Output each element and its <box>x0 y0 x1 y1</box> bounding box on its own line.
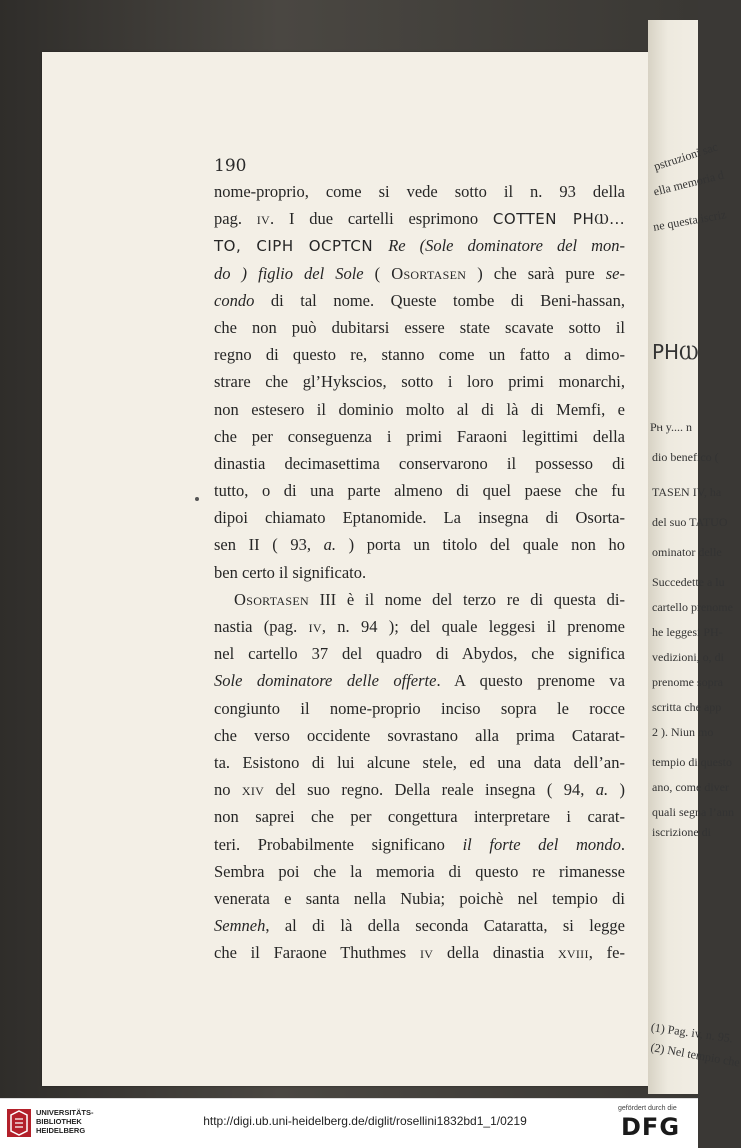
text-run: teri. Probabilmente significano <box>214 834 463 854</box>
text-run: , fe- <box>588 943 625 963</box>
text-run: nastia (pag. <box>214 617 309 636</box>
text-run: che per conseguenza i primi Faraoni legittimi della <box>214 426 625 446</box>
adjacent-page-text: iscrizione di <box>652 825 711 839</box>
institution-name <box>36 1108 94 1135</box>
text-line <box>214 695 625 722</box>
text-line <box>214 504 625 531</box>
adjacent-page-text: scritta che app <box>652 700 722 714</box>
viewer-footer <box>0 1098 698 1148</box>
text-line <box>214 423 625 450</box>
text-run: nome-proprio, come si vede sotto il n. 93 della <box>214 182 625 201</box>
text-run: che verso occidente sovrastano alla prima Catarat- <box>214 725 625 745</box>
text-line <box>214 912 625 939</box>
text-line <box>214 831 625 858</box>
adjacent-page-text: TASEN IV, ha <box>652 485 722 499</box>
adjacent-page-text: ominator delle <box>652 545 722 559</box>
text-line <box>214 368 625 395</box>
text-run: il forte del mondo <box>462 834 621 854</box>
text-run: TO, CIPH OCPTCN <box>214 237 389 256</box>
dfg-logo: DFG <box>621 1113 681 1141</box>
text-run: non estesero il dominio molto al di là di Memfi, e <box>214 399 625 419</box>
text-run: ( <box>363 263 392 283</box>
text-run: Re (Sole dominatore del mon- <box>388 236 626 256</box>
text-run: ) <box>608 780 626 800</box>
text-run: dipoi chiamato Eptanomide. La insegna di Osorta- <box>214 508 625 528</box>
text-run: , n. 94 ); del quale leggesi il prenome <box>321 617 625 636</box>
text-run: ) che sarà pure <box>466 263 606 283</box>
institution-line: UNIVERSITÄTS- <box>36 1108 94 1117</box>
text-run: se- <box>605 263 625 283</box>
text-run: do ) figlio del Sole <box>214 263 364 283</box>
adjacent-page-text: ella memoria d <box>652 167 726 199</box>
text-run: no <box>214 780 242 800</box>
adjacent-page-text: quali segna l’ann <box>652 805 734 819</box>
text-line <box>214 396 625 423</box>
adjacent-page-text: cartello prenome <box>652 600 733 614</box>
text-run: strare che gl’Hykscios, sotto i loro primi monarchi, <box>214 372 625 392</box>
text-run: iv <box>419 943 434 963</box>
adjacent-page-text: pstruzioni sac <box>652 139 720 174</box>
adjacent-page-text: del suo TATUO <box>652 515 728 529</box>
institution-line: HEIDELBERG <box>36 1126 86 1135</box>
text-run: tutto, o di una parte almeno di quel paese che fu <box>214 481 625 501</box>
adjacent-page-text: he leggesi PH- <box>652 625 723 639</box>
page-number: 190 <box>214 156 247 176</box>
adjacent-page-text: ano, come diver <box>652 780 729 794</box>
text-line <box>214 477 625 504</box>
institution-line: BIBLIOTHEK <box>36 1117 82 1126</box>
text-run: della dinastia <box>433 943 558 963</box>
text-line <box>214 178 625 205</box>
text-run: non saprei che per congettura interpretare i carat- <box>214 807 625 827</box>
text-line <box>214 858 625 885</box>
text-run: venerata e santa nella Nubia; poichè nel tempio di <box>214 888 625 908</box>
text-run: che non può dubitarsi essere state scavate sotto il <box>214 317 625 337</box>
text-run: Osortasen <box>234 589 309 609</box>
margin-dot <box>195 497 199 501</box>
text-run: condo <box>214 290 255 310</box>
text-run: nel cartello 37 del quadro di Abydos, che significa <box>214 644 625 664</box>
text-line <box>214 341 625 368</box>
text-run: . <box>620 834 625 854</box>
text-run: che il Faraone Thuthmes <box>214 943 420 963</box>
text-run: xviii <box>557 943 589 963</box>
text-run: del suo regno. Della reale insegna ( 94, <box>264 780 596 800</box>
text-run: regno di questo re, stanno come un fatto a dimo- <box>214 345 625 365</box>
funded-by-label: gefördert durch die <box>618 1105 677 1112</box>
text-line <box>214 640 625 667</box>
text-run: a. <box>323 535 337 555</box>
text-run: III è il nome del terzo re di questa di- <box>308 589 625 609</box>
text-run: . A questo prenome va <box>436 671 625 691</box>
text-line <box>214 885 625 912</box>
text-line <box>214 749 625 776</box>
adjacent-page-text: ne questa iscriz <box>652 207 728 234</box>
text-line <box>214 722 625 749</box>
text-run: Sole dominatore delle offerte <box>214 671 437 691</box>
text-run: di tal nome. Queste tombe di Beni-hassan, <box>254 290 625 310</box>
adjacent-page-text: (2) Nel tempio che <box>649 1040 741 1070</box>
text-run: ta. Esistono di lui alcune stele, ed una data dell’an- <box>214 752 625 772</box>
text-run: . I due cartelli esprimono <box>270 209 493 229</box>
text-run: ) porta un titolo del quale non ho <box>336 535 625 555</box>
text-run: , al di là della seconda Cataratta, si legge <box>265 916 625 936</box>
text-line <box>214 559 625 586</box>
body-text <box>214 178 625 966</box>
adjacent-page-text: 2 ). Niun mo <box>652 725 714 739</box>
text-run: Semneh <box>214 916 266 936</box>
adjacent-page-text: Succedette a lu <box>652 575 725 589</box>
text-line <box>214 314 625 341</box>
text-run: xiv <box>241 780 265 800</box>
text-line <box>214 586 625 613</box>
adjacent-page-text: Pⲏ y.... n <box>650 420 693 434</box>
adjacent-page-edge <box>648 20 741 1094</box>
adjacent-page-text: PHⲰ <box>652 340 699 364</box>
text-line <box>214 613 625 640</box>
text-line <box>214 939 625 966</box>
text-line <box>214 232 625 259</box>
adjacent-page-text: prenome sopra <box>652 675 723 689</box>
text-run: congiunto il nome-proprio inciso sopra le rocce <box>214 698 625 718</box>
adjacent-page-text: vedizioni, o, di <box>652 650 724 664</box>
adjacent-page-text: tempio di questo <box>652 755 732 769</box>
text-run: sen II ( 93, <box>214 535 324 555</box>
university-seal-icon <box>6 1107 32 1139</box>
text-run: a. <box>595 780 609 800</box>
book-page <box>42 52 648 1086</box>
text-line <box>214 260 625 287</box>
adjacent-page-text: dio benefico ( <box>652 450 719 464</box>
text-run: ben certo il significato. <box>214 562 367 582</box>
text-run: COTTEN PHⲰ... <box>492 210 625 229</box>
text-line <box>214 287 625 314</box>
text-line <box>214 531 625 558</box>
text-run: iv <box>256 209 271 229</box>
text-run: Osortasen <box>391 263 467 283</box>
text-line <box>214 667 625 694</box>
text-run: Sembra poi che la memoria di questo re rimanesse <box>214 861 625 881</box>
text-line <box>214 205 625 232</box>
text-line <box>214 450 625 477</box>
text-line <box>214 776 625 803</box>
permalink-url[interactable]: http://digi.ub.uni-heidelberg.de/diglit/rosellini1832bd1_1/0219 <box>203 1114 527 1128</box>
text-run: pag. <box>214 209 257 229</box>
text-line <box>214 803 625 830</box>
text-run: iv <box>308 617 322 636</box>
adjacent-page-text: (1) Pag. iv, n. 95. <box>650 1020 734 1046</box>
text-run: dinastia decimasettima conservarono il possesso di <box>214 453 625 473</box>
